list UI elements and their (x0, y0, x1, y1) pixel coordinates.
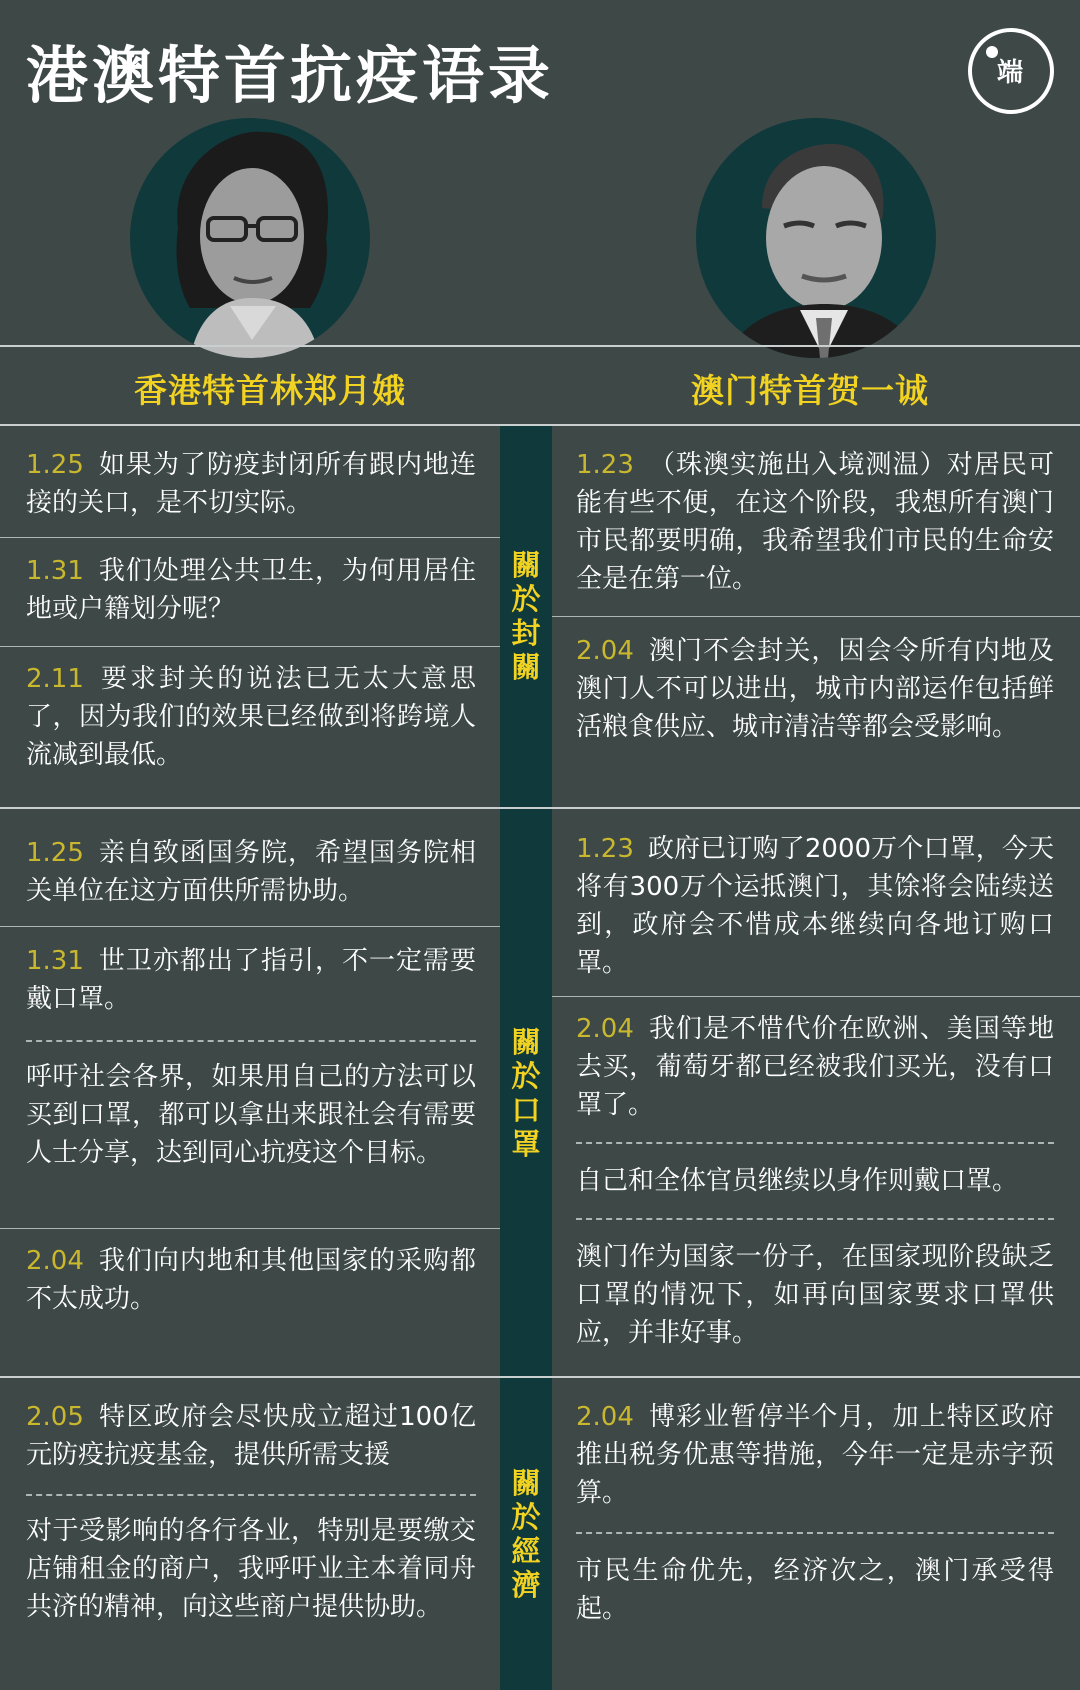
row-separator (552, 616, 1080, 617)
macau-quote: 2.04 澳门不会封关，因会令所有内地及澳门人不可以进出，城市内部运作包括鲜活粮食供应、城市清洁等都会受影响。 (576, 636, 1054, 742)
logo (968, 28, 1054, 114)
hk-quote: 1.25 如果为了防疫封闭所有跟内地连接的关口，是不切实际。 (26, 450, 476, 518)
hk-chief-name: 香港特首林郑月娥 (134, 371, 406, 410)
section-divider-1 (0, 807, 1080, 809)
hk-quote: 对于受影响的各行各业，特别是要缴交店铺租金的商户，我呼吁业主本着同舟共济的精神，向这些商户提供协助。 (26, 1516, 476, 1622)
row-separator (0, 1228, 500, 1229)
header-top-divider (0, 345, 1080, 347)
hk-quote: 呼吁社会各界，如果用自己的方法可以买到口罩，都可以拿出来跟社会有需要人士分享，达到同心抗疫这个目标。 (26, 1062, 476, 1168)
logo-text: 端 (996, 58, 1025, 88)
page-title: 港澳特首抗疫语录 (26, 39, 555, 112)
hk-quote: 2.11 要求封关的说法已无太大意思了，因为我们的效果已经做到将跨境人流减到最低。 (26, 664, 476, 770)
hk-quote: 1.25 亲自致函国务院，希望国务院相关单位在这方面供所需协助。 (26, 838, 476, 906)
topic-label-border: 關於封關 (511, 548, 541, 684)
section-divider-2 (0, 1376, 1080, 1378)
dashed-separator (576, 1218, 1054, 1220)
dashed-separator (26, 1494, 476, 1496)
portrait-hk-chief (130, 118, 370, 358)
dashed-separator (576, 1142, 1054, 1144)
macau-quote: 澳门作为国家一份子，在国家现阶段缺乏口罩的情况下，如再向国家要求口罩供应，并非好事。 (576, 1242, 1054, 1348)
macau-quote: 1.23 政府已订购了2000万个口罩，今天将有300万个运抵澳门，其馀将会陆续送到，政府会不惜成本继续向各地订购口罩。 (576, 834, 1054, 978)
macau-quote: 自己和全体官员继续以身作则戴口罩。 (576, 1166, 1019, 1196)
hk-quote: 1.31 我们处理公共卫生，为何用居住地或户籍划分呢？ (26, 556, 476, 624)
topic-label-masks: 關於口罩 (511, 1025, 541, 1161)
row-separator (0, 926, 500, 927)
macau-quote: 市民生命优先，经济次之，澳门承受得起。 (576, 1556, 1054, 1624)
portrait-macau-chief (696, 118, 936, 358)
row-separator (0, 646, 500, 647)
macau-quote: 1.23 （珠澳实施出入境测温）对居民可能有些不便，在这个阶段，我想所有澳门市民都要明确，我希望我们市民的生命安全是在第一位。 (576, 450, 1054, 594)
hk-quote: 2.04 我们向内地和其他国家的采购都不太成功。 (26, 1246, 476, 1314)
dashed-separator (576, 1532, 1054, 1534)
macau-quote: 2.04 我们是不惜代价在欧洲、美国等地去买，葡萄牙都已经被我们买光，没有口罩了。 (576, 1014, 1054, 1120)
hk-quote: 2.05 特区政府会尽快成立超过100亿元防疫抗疫基金，提供所需支援 (26, 1402, 476, 1470)
row-separator (552, 996, 1080, 997)
row-separator (0, 537, 500, 538)
macau-chief-name: 澳门特首贺一诚 (691, 371, 929, 410)
hk-quote: 1.31 世卫亦都出了指引，不一定需要戴口罩。 (26, 946, 476, 1014)
dashed-separator (26, 1040, 476, 1042)
topic-label-economy: 關於經濟 (511, 1466, 541, 1602)
macau-quote: 2.04 博彩业暂停半个月，加上特区政府推出税务优惠等措施，今年一定是赤字预算。 (576, 1402, 1054, 1508)
